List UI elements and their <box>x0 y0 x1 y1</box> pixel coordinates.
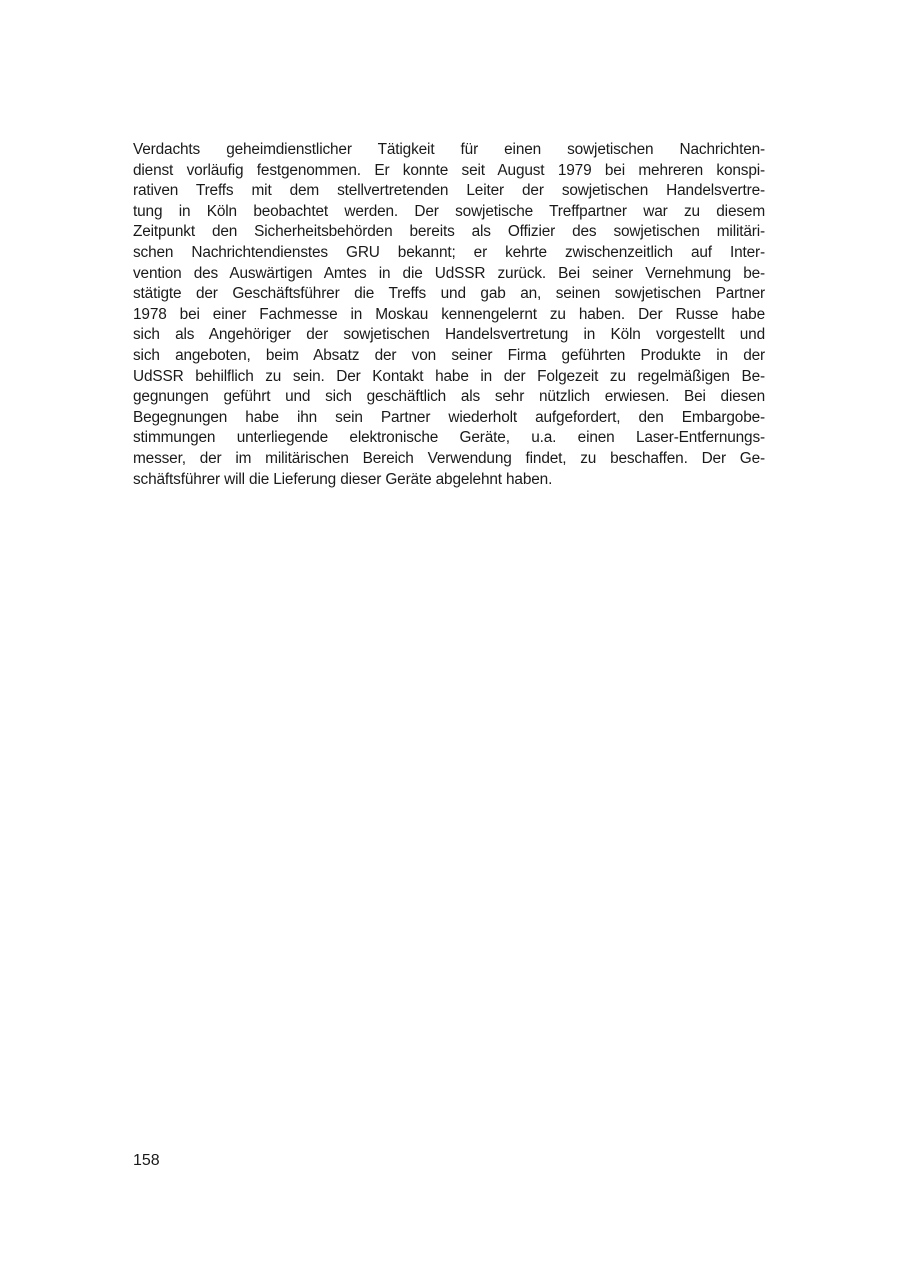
body-paragraph <box>133 140 765 490</box>
text-line: 1978 bei einer Fachmesse in Moskau kennengelernt zu haben. Der Russe habe <box>133 305 765 323</box>
text-line: Begegnungen habe ihn sein Partner wiederholt aufgefordert, den Embargobe- <box>133 408 765 426</box>
text-line: vention des Auswärtigen Amtes in die UdSSR zurück. Bei seiner Vernehmung be- <box>133 264 765 282</box>
text-line: dienst vorläufig festgenommen. Er konnte seit August 1979 bei mehreren konspi- <box>133 161 765 179</box>
text-line: schen Nachrichtendienstes GRU bekannt; er kehrte zwischenzeitlich auf Inter- <box>133 243 765 261</box>
text-line: Verdachts geheimdienstlicher Tätigkeit für einen sowjetischen Nachrichten- <box>133 141 765 158</box>
text-line: stätigte der Geschäftsführer die Treffs und gab an, seinen sowjetischen Partner <box>133 285 765 303</box>
text-line: UdSSR behilflich zu sein. Der Kontakt habe in der Folgezeit zu regelmäßigen Be- <box>133 367 765 385</box>
text-line: Zeitpunkt den Sicherheitsbehörden bereits als Offizier des sowjetischen militäri- <box>133 223 765 241</box>
text-line: messer, der im militärischen Bereich Verwendung findet, zu beschaffen. Der Ge- <box>133 449 765 467</box>
text-line: gegnungen geführt und sich geschäftlich als sehr nützlich erwiesen. Bei diesen <box>133 388 765 406</box>
page-number: 158 <box>133 1152 160 1169</box>
text-line: sich angeboten, beim Absatz der von seiner Firma geführten Produkte in der <box>133 346 765 364</box>
text-line: sich als Angehöriger der sowjetischen Handelsvertretung in Köln vorgestellt und <box>133 326 765 344</box>
text-line: schäftsführer will die Lieferung dieser Geräte abgelehnt haben. <box>133 470 553 488</box>
text-line: tung in Köln beobachtet werden. Der sowjetische Treffpartner war zu diesem <box>133 202 765 220</box>
text-line: rativen Treffs mit dem stellvertretenden Leiter der sowjetischen Handelsvertre- <box>133 182 765 200</box>
text-line: stimmungen unterliegende elektronische Geräte, u.a. einen Laser-Entfernungs- <box>133 429 765 447</box>
